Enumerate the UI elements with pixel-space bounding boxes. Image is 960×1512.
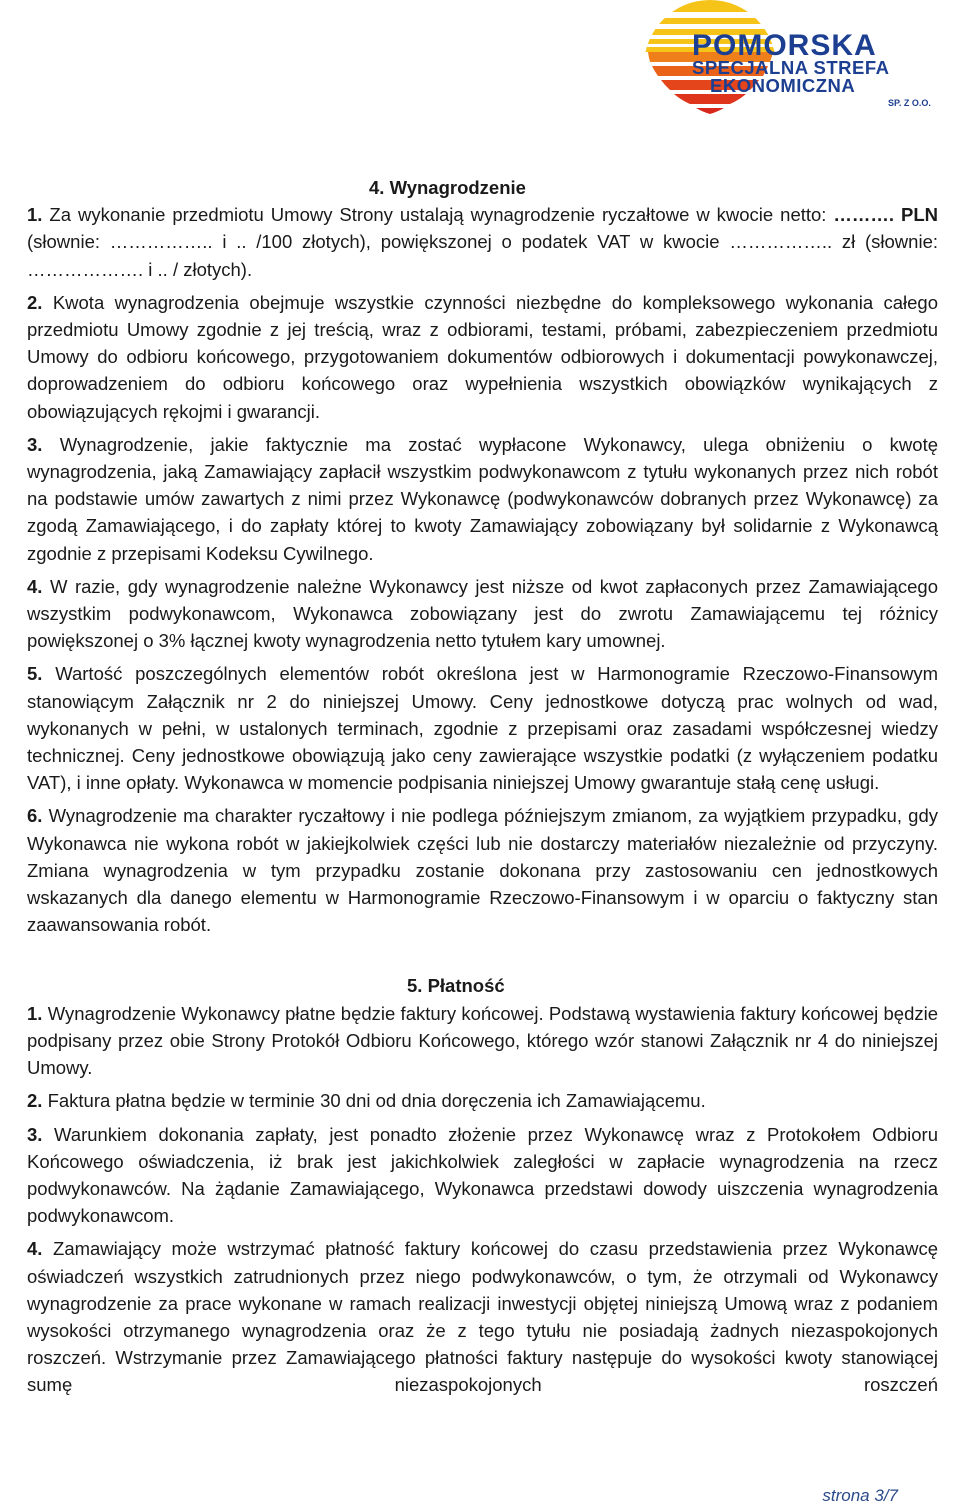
item-text: Wynagrodzenie ma charakter ryczałtowy i nie podlega późniejszym zmianom, za wyjątkiem przypadku, gdy Wykonawca nie wykona robót w jakiejkolwiek części lub nie dostarczy materiałów niezależnie od przyczyny. Zmiana wynagrodzenia w tym przypadku zostanie dokonana przy zastosowaniu cen jednostkowych wskazanych dla danego elementu w Harmonogramie Rzeczowo-Finansowym i w oparciu o faktyczny stan zaawansowania robót. bbox=[27, 805, 938, 936]
section-5-item-3 bbox=[27, 1121, 938, 1230]
section-4-heading: 4. Wynagrodzenie bbox=[369, 177, 526, 198]
item-text: Warunkiem dokonania zapłaty, jest ponadto złożenie przez Wykonawcę wraz z Protokołem Odbioru Końcowego oświadczenia, iż brak jest jakichkolwiek zaległości w zapłacie wynagrodzenia na rzecz podwykonawców. Na żądanie Zamawiającego, Wykonawca przedstawi dowody uiszczenia wynagrodzenia podwykonawcom. bbox=[27, 1123, 938, 1227]
item-number: 6. bbox=[27, 805, 43, 827]
section-4-item-5 bbox=[27, 660, 938, 796]
item-text: Za wykonanie przedmiotu Umowy Strony ustalają wynagrodzenie ryczałtowe w kwocie netto: bbox=[49, 204, 834, 226]
section-4-item-6 bbox=[27, 802, 938, 938]
item-number: 5. bbox=[27, 663, 43, 685]
logo-line-1: POMORSKA bbox=[692, 29, 877, 62]
item-text-bold: ………. PLN bbox=[833, 204, 939, 226]
company-logo bbox=[618, 0, 960, 128]
item-text: Faktura płatna będzie w terminie 30 dni od dnia doręczenia ich Zamawiającemu. bbox=[47, 1090, 706, 1112]
section-5-item-4 bbox=[27, 1235, 938, 1398]
item-text: Wartość poszczególnych elementów robót określona jest w Harmonogramie Rzeczowo-Finansowym stanowiącym Załącznik nr 2 do niniejszej Umowy. Ceny jednostkowe dotyczą prac wolnych od wad, wykonanych w pełni, w ustalonych terminach, zgodnie z przepisami oraz zasadami współczesnej wiedzy technicznej. Ceny jednostkowe obowiązują jako ceny zawierające wszystkie podatki (z wyłączeniem podatku VAT), i inne opłaty. Wykonawca w momencie podpisania niniejszej Umowy gwarantuje stałą cenę usługi. bbox=[27, 663, 939, 794]
document-body bbox=[27, 174, 938, 1405]
logo-line-4: SP. Z O.O. bbox=[888, 98, 931, 108]
item-text: Zamawiający może wstrzymać płatność faktury końcowej do czasu przedstawienia przez Wykonawcę oświadczeń wszystkich zatrudnionych przez niego podwykonawców, o tym, że otrzymali od Wykonawcy wynagrodzenie za prace wykonane w ramach realizacji inwestycji objętej niniejszą Umową wraz z podaniem wysokości otrzymanego wynagrodzenia oraz że z tego tytułu nie posiadają żadnych niezaspokojonych roszczeń. Wstrzymanie przez Zamawiającego płatności faktury następuje do wysokości kwoty stanowiącej sumę niezaspokojonych roszczeń bbox=[27, 1238, 938, 1396]
logo-graphic bbox=[618, 0, 960, 128]
section-5-heading: 5. Płatność bbox=[407, 975, 505, 997]
section-4-item-1 bbox=[27, 201, 938, 283]
item-text-continued: (słownie: …………….. i .. /100 złotych), powiększonej o podatek VAT w kwocie …………….. zł (słownie: ………………. i .. / złotych). bbox=[27, 231, 938, 280]
logo-line-2: SPECJALNA STREFA bbox=[692, 57, 890, 78]
logo-line-3: EKONOMICZNA bbox=[710, 75, 856, 96]
item-number: 4. bbox=[27, 575, 43, 597]
item-number: 4. bbox=[27, 1238, 43, 1260]
section-5-item-2 bbox=[27, 1087, 938, 1114]
item-text: Wynagrodzenie, jakie faktycznie ma zostać wypłacone Wykonawcy, ulega obniżeniu o kwotę wynagrodzenia, jaką Zamawiający zapłacił wszystkim podwykonawcom z tytułu wykonanych przez nich robót na podstawie umów zawartych z nimi przez Wykonawcę (podwykonawców dobranych przez Wykonawcę) za zgodą Zamawiającego, i do zapłaty której to kwoty Zamawiający zobowiązany był solidarnie z Wykonawcą zgodnie z przepisami Kodeksu Cywilnego. bbox=[27, 433, 939, 564]
item-number: 3. bbox=[27, 1123, 43, 1145]
page-number: strona 3/7 bbox=[822, 1486, 898, 1505]
item-number: 3. bbox=[27, 433, 43, 455]
section-4-item-2 bbox=[27, 289, 938, 425]
item-number: 1. bbox=[27, 1002, 43, 1024]
item-number: 2. bbox=[27, 291, 43, 313]
item-text: W razie, gdy wynagrodzenie należne Wykonawcy jest niższe od kwot zapłaconych przez Zamawiającego wszystkim podwykonawcom, Wykonawca zobowiązany jest do zwrotu Zamawiającemu tej różnicy powiększonej o 3% łącznej kwoty wynagrodzenia netto tytułem kary umownej. bbox=[27, 575, 939, 652]
section-4-item-3 bbox=[27, 431, 938, 567]
item-number: 1. bbox=[27, 204, 43, 226]
item-text: Kwota wynagrodzenia obejmuje wszystkie czynności niezbędne do kompleksowego wykonania całego przedmiotu Umowy zgodnie z jej treścią, wraz z odbiorami, testami, próbami, zabezpieczeniem przedmiotu Umowy do odbioru końcowego, przygotowaniem dokumentów odbiorowych i dokumentacji powykonawczej, doprowadzeniem do odbioru końcowego oraz wypełnienia wszystkich obowiązków wynikających z obowiązujących rękojmi i gwarancji. bbox=[27, 291, 938, 422]
item-number: 2. bbox=[27, 1090, 43, 1112]
section-5-item-1 bbox=[27, 1000, 938, 1082]
item-text: Wynagrodzenie Wykonawcy płatne będzie faktury końcowej. Podstawą wystawienia faktury końcowej będzie podpisany przez obie Strony Protokół Odbioru Końcowego, którego wzór stanowi Załącznik nr 4 do niniejszej Umowy. bbox=[27, 1002, 939, 1079]
section-4-item-4 bbox=[27, 573, 938, 655]
